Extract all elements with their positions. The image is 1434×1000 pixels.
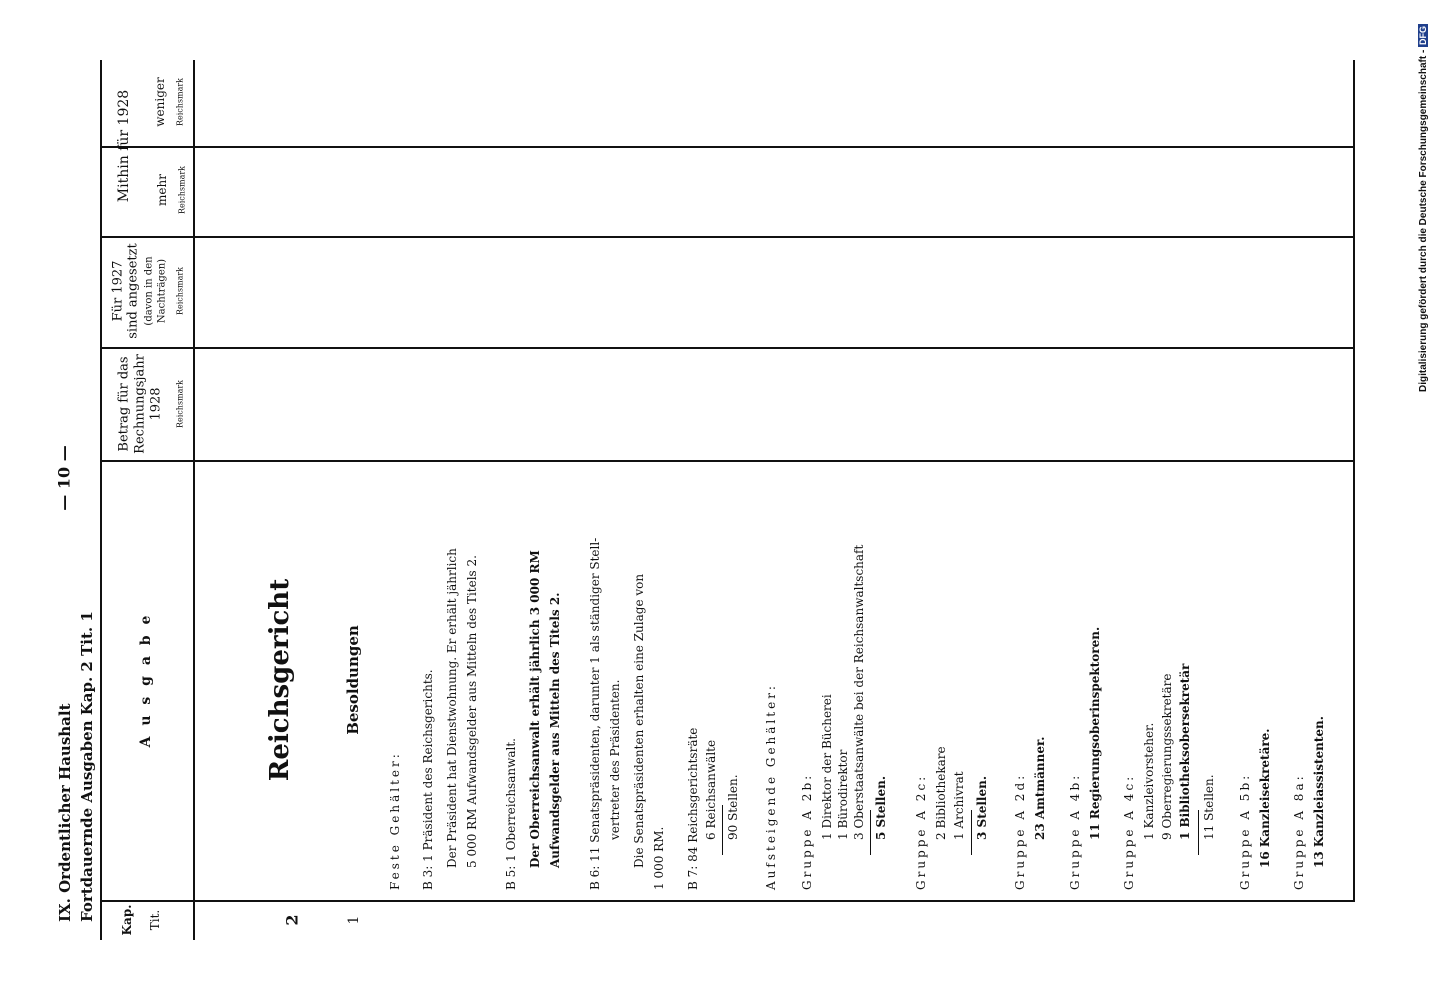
header-weniger-unit: Reichsmark (175, 77, 185, 127)
a2b-title: Gruppe A 2b: (800, 772, 814, 890)
section-subtitle: Fortdauernde Ausgaben Kap. 2 Tit. 1 (78, 611, 96, 922)
header-betrag-unit: Reichsmark (175, 379, 185, 429)
header-betrag-3: 1928 (148, 387, 164, 421)
a4b-title: Gruppe A 4b: (1068, 772, 1082, 890)
a2b-line-4: 5 Stellen. (874, 775, 888, 840)
col-rule-4 (100, 236, 1355, 238)
b5-line-1: B 5: 1 Oberreichsanwalt. (504, 738, 518, 890)
a2b-line-3: 3 Oberstaatsanwälte bei der Reichsanwaltschaft (852, 544, 866, 840)
a4c-line-3: 1 Bibliotheksobersekretär (1178, 663, 1192, 840)
col-rule-1 (100, 900, 1355, 902)
a4b-line-1: 11 Regierungsoberinspektoren. (1088, 626, 1102, 840)
col-rule-2 (100, 460, 1355, 462)
a2c-title: Gruppe A 2c: (914, 773, 928, 890)
b7-line-2: 6 Reichsanwälte (704, 739, 718, 840)
header-1927-3: (davon in den (143, 256, 155, 326)
table-bottom-rule (1353, 60, 1355, 900)
a2c-line-3: 3 Stellen. (975, 775, 989, 840)
b7-line-1: B 7: 84 Reichsgerichtsräte (686, 727, 700, 890)
a4c-line-2: 9 Oberregierungssekretäre (1160, 673, 1174, 840)
a2d-line-1: 23 Amtmänner. (1033, 736, 1047, 840)
header-bottom-rule (193, 60, 195, 940)
dfg-logo: DFG (1418, 25, 1428, 45)
b5-line-2: Der Oberreichsanwalt erhält jährlich 3 000 RM (528, 550, 542, 868)
b3-line-3: 5 000 RM Aufwandsgelder aus Mitteln des Titels 2. (465, 555, 479, 868)
b6-line-3: Die Senatspräsidenten erhalten eine Zulage von (632, 573, 646, 868)
header-1927-unit: Reichsmark (175, 266, 185, 316)
b6-line-2: vertreter des Präsidenten. (608, 679, 622, 840)
a2b-sum-rule (870, 810, 871, 855)
tit-number: 1 (346, 915, 362, 925)
a2d-title: Gruppe A 2d: (1013, 772, 1027, 890)
a2b-line-1: 1 Direktor der Bücherei (820, 694, 834, 840)
b7-sum-rule (722, 805, 723, 855)
a4c-title: Gruppe A 4c: (1122, 773, 1136, 890)
a2c-line-2: 1 Archivrat (952, 771, 966, 840)
b7-line-3: 90 Stellen. (726, 774, 740, 840)
col-rule-3 (100, 347, 1355, 349)
aufsteigende-gehaelter: Aufsteigende Gehälter: (764, 683, 778, 890)
a2c-sum-rule (971, 810, 972, 855)
b6-line-1: B 6: 11 Senatspräsidenten, darunter 1 als ständiger Stell- (588, 537, 602, 890)
header-kap: Kap. (120, 904, 134, 936)
header-tit: Tit. (148, 909, 162, 931)
col-rule-5 (100, 146, 1355, 148)
header-ausgabe: A u s g a b e (138, 612, 154, 748)
b3-line-1: B 3: 1 Präsident des Reichsgerichts. (421, 669, 435, 890)
a5b-title: Gruppe A 5b: (1238, 772, 1252, 890)
a5b-line-1: 16 Kanzleisekretäre. (1258, 728, 1272, 868)
header-1927-2: sind angesetzt (125, 243, 141, 339)
b5-line-3: Aufwandsgelder aus Mitteln des Titels 2. (548, 592, 562, 868)
header-1927-4: Nachträgen) (156, 258, 168, 324)
a2c-line-1: 2 Bibliothekare (934, 746, 948, 840)
table-top-rule (100, 60, 102, 940)
a4c-line-1: 1 Kanzleivorsteher. (1142, 722, 1156, 840)
a4c-sum-rule (1198, 810, 1199, 855)
a2b-line-2: 1 Bürodirektor (836, 749, 850, 840)
header-1927-1: Für 1927 (110, 260, 126, 322)
header-betrag-1: Betrag für das (116, 356, 132, 452)
header-weniger: weniger (153, 77, 167, 127)
header-betrag-2: Rechnungsjahr (132, 354, 148, 454)
section-title: IX. Ordentlicher Haushalt (56, 703, 74, 922)
subheading-besoldungen: Besoldungen (344, 625, 362, 735)
b6-line-4: 1 000 RM. (652, 826, 666, 890)
header-mehr: mehr (155, 174, 169, 206)
heading-reichsgericht: Reichsgericht (265, 578, 295, 782)
header-mithin: Mithin für 1928 (116, 89, 132, 203)
b3-line-2: Der Präsident hat Dienstwohnung. Er erhält jährlich (445, 548, 459, 868)
feste-gehaelter: Feste Gehälter: (388, 751, 402, 890)
a8a-title: Gruppe A 8a: (1292, 773, 1306, 890)
page-number: — 10 — (54, 445, 74, 511)
kap-number: 2 (282, 914, 302, 926)
a4c-line-4: 11 Stellen. (1202, 774, 1216, 840)
a8a-line-1: 13 Kanzleiassistenten. (1312, 716, 1326, 868)
digitization-note: Digitalisierung gefördert durch die Deutsche Forschungsgemeinschaft - DFG (1418, 25, 1429, 392)
header-mehr-unit: Reichsmark (177, 165, 187, 215)
